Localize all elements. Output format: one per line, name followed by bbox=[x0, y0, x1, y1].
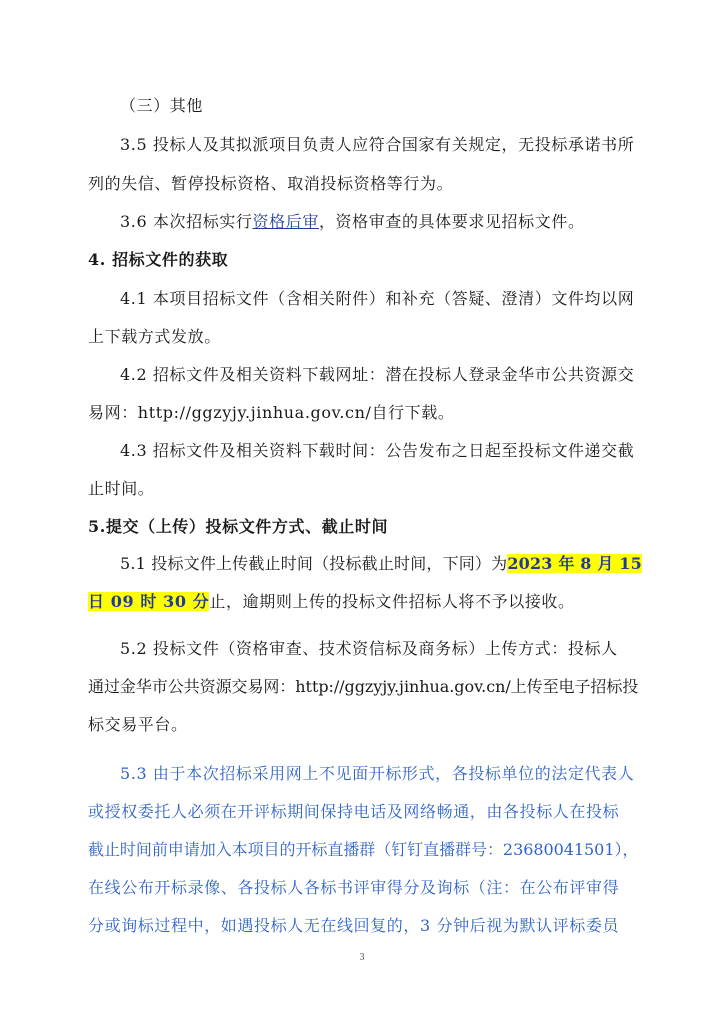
para-5-3-line3: 截止时间前申请加入本项目的开标直播群（钉钉直播群号：23680041501）， bbox=[88, 840, 639, 859]
heading-4: 4. 招标文件的获取 bbox=[88, 250, 229, 269]
para-3-6-post: ，资格审查的具体要求见招标文件。 bbox=[318, 212, 585, 231]
para-3-5-line2: 列的失信、暂停投标资格、取消投标资格等行为。 bbox=[88, 174, 454, 193]
para-4-1-line1: 4.1 本项目招标文件（含相关附件）和补充（答疑、澄清）文件均以网 bbox=[120, 289, 635, 308]
para-3-6 bbox=[120, 212, 585, 232]
para-5-1-post: 止，逾期则上传的投标文件招标人将不予以接收。 bbox=[209, 592, 575, 611]
para-5-2-line2: 通过金华市公共资源交易网：http://ggzyjy.jinhua.gov.cn/上传至电子招标投 bbox=[88, 677, 639, 696]
para-3-5-line1: 3.5 投标人及其拟派项目负责人应符合国家有关规定，无投标承诺书所 bbox=[120, 135, 635, 154]
para-5-2-line3: 标交易平台。 bbox=[88, 715, 188, 734]
para-5-1-pre: 5.1 投标文件上传截止时间（投标截止时间，下同）为 bbox=[120, 554, 508, 573]
deadline-time-highlight: 日 09 时 30 分 bbox=[88, 592, 210, 611]
para-5-3-line2: 或授权委托人必须在开评标期间保持电话及网络畅通，由各投标人在投标 bbox=[88, 802, 620, 821]
para-5-1-line2 bbox=[88, 592, 575, 612]
para-4-2-line1: 4.2 招标文件及相关资料下载网址：潜在投标人登录金华市公共资源交 bbox=[120, 365, 635, 384]
para-4-2-line2: 易网：http://ggzyjy.jinhua.gov.cn/自行下载。 bbox=[88, 403, 455, 422]
deadline-date-highlight: 2023 年 8 月 15 bbox=[507, 554, 642, 573]
heading-5: 5.提交（上传）投标文件方式、截止时间 bbox=[88, 517, 389, 536]
para-4-1-line2: 上下载方式发放。 bbox=[88, 327, 221, 346]
para-3-6-pre: 3.6 本次招标实行 bbox=[120, 212, 253, 231]
para-5-1-line1 bbox=[120, 554, 642, 574]
para-5-3-line5: 分或询标过程中，如遇投标人无在线回复的，3 分钟后视为默认评标委员 bbox=[88, 916, 620, 935]
para-5-3-line4: 在线公布开标录像、各投标人各标书评审得分及询标（注：在公布评审得 bbox=[88, 878, 620, 897]
section-heading-other: （三）其他 bbox=[120, 96, 204, 115]
para-5-3-line1: 5.3 由于本次招标采用网上不见面开标形式，各投标单位的法定代表人 bbox=[120, 764, 635, 783]
qualification-review-link[interactable]: 资格后审 bbox=[252, 212, 319, 231]
page-number: 3 bbox=[359, 952, 365, 963]
para-4-3-line1: 4.3 招标文件及相关资料下载时间：公告发布之日起至投标文件递交截 bbox=[120, 441, 635, 460]
para-5-2-line1: 5.2 投标文件（资格审查、技术资信标及商务标）上传方式：投标人 bbox=[120, 639, 618, 658]
para-4-3-line2: 止时间。 bbox=[88, 479, 155, 498]
